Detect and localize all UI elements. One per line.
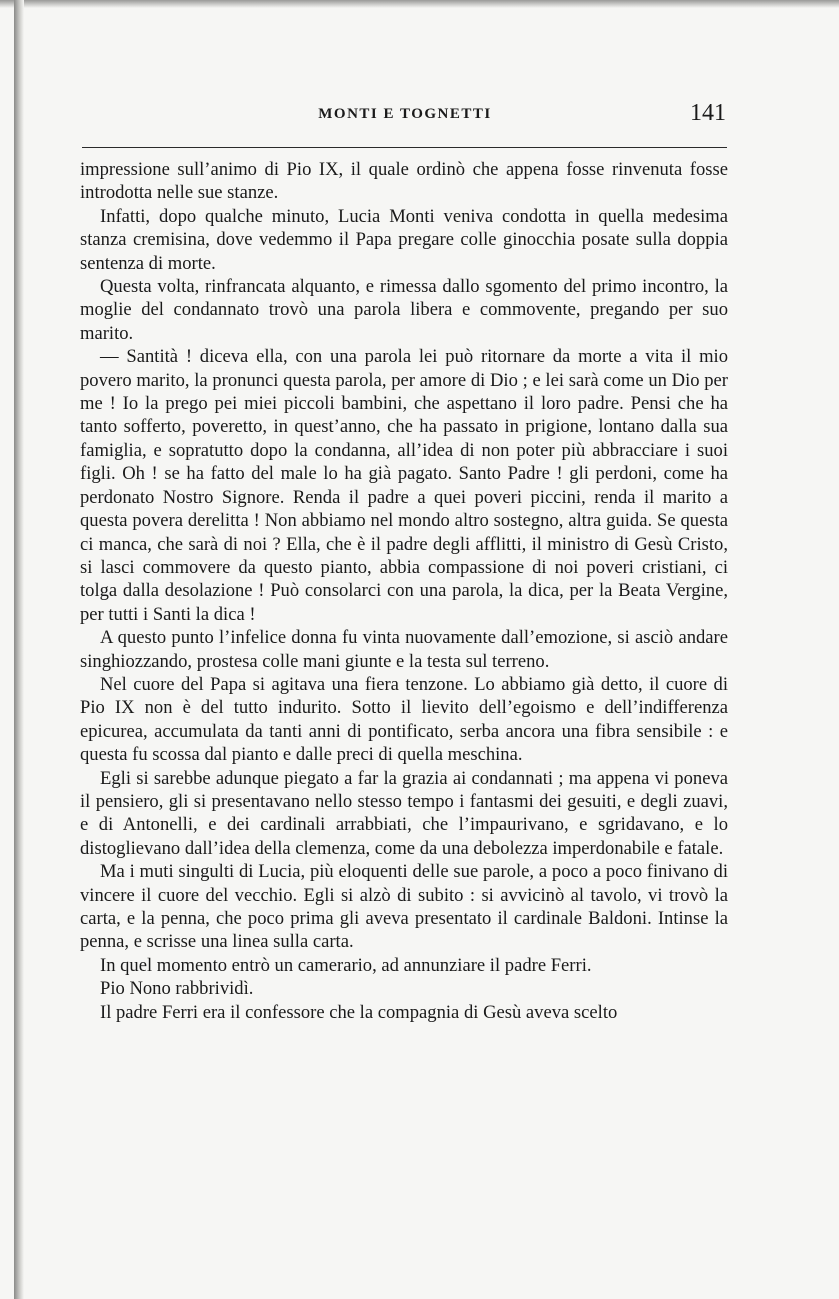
paragraph: Il padre Ferri era il confessore che la compagnia di Gesù aveva scelto xyxy=(100,1001,618,1023)
page-header xyxy=(80,100,730,134)
paragraph: Infatti, dopo qualche minuto, Lucia Monti veniva condotta in quella medesima stanza cremisina, dove vedemmo il Papa pregare colle ginocchia posate sulla doppia sentenza di morte. xyxy=(80,205,728,274)
paragraph: impressione sull’animo di Pio IX, il quale ordinò che appena fosse rinvenuta fosse introdotta nelle sue stanze. xyxy=(80,159,728,204)
top-shadow xyxy=(0,0,839,8)
body-text xyxy=(80,158,728,1024)
paragraph: A questo punto l’infelice donna fu vinta nuovamente dall’emozione, si asciò andare singhiozzando, prostesa colle mani giunte e la testa sul terreno. xyxy=(80,627,728,672)
paragraph: Ma i muti singulti di Lucia, più eloquenti delle sue parole, a poco a poco finivano di vincere il cuore del vecchio. Egli si alzò di subito : si avvicinò al tavolo, vi trovò la carta, e la penna, che poco prima gli aveva presentato il cardinale Baldoni. Intinse la penna, e scrisse una linea sulla carta. xyxy=(80,861,728,953)
running-title: MONTI E TOGNETTI xyxy=(318,106,492,122)
page-number: 141 xyxy=(690,100,726,126)
paragraph: Egli si sarebbe adunque piegato a far la grazia ai condannati ; ma appena vi poneva il pensiero, gli si presentavano nello stesso tempo i fantasmi dei gesuiti, e degli zuavi, e di Antonelli, e dei cardinali arrabbiati, che l’impaurivano, e sgridavano, e lo distoglievano dall’idea della clemenza, come da una debolezza imperdonabile e fatale. xyxy=(80,767,728,859)
paragraph: Pio Nono rabbrividì. xyxy=(100,978,254,1000)
paragraph: Nel cuore del Papa si agitava una fiera tenzone. Lo abbiamo già detto, il cuore di Pio IX non è del tutto indurito. Sotto il lievito dell’egoismo e dell’indifferenza epicurea, accumulata da tanti anni di pontificato, serba ancora una fibra sensibile : e questa fu scossa dal pianto e dalle preci di quella meschina. xyxy=(80,673,728,766)
paragraph: Questa volta, rinfrancata alquanto, e rimessa dallo sgomento del primo incontro, la moglie del condannato trovò una parola libera e commovente, pregando per suo marito. xyxy=(80,276,728,344)
paragraph: — Santità ! diceva ella, con una parola lei può ritornare da morte a vita il mio povero marito, la pronunci questa parola, per amore di Dio ; e lei sarà come un Dio per me ! Io la prego pei miei piccoli bambini, che aspettano il loro padre. Pensi che ha tanto sofferto, poveretto, in quest’anno, che ha passato in prigione, lontano dalla sua famiglia, e sopratutto dopo la condanna, all’idea di non poter più abbracciare i suoi figli. Oh ! se ha fatto del male lo ha già pagato. Santo Padre ! gli perdoni, come ha perdonato Nostro Signore. Renda il padre a quei poveri piccini, renda il marito a questa povera derelitta ! Non abbiamo nel mondo altro sostegno, altra guida. Se questa ci manca, che sarà di noi ? Ella, che è il padre degli afflitti, il ministro di Gesù Cristo, si lasci commovere da questo pianto, abbia compassione di noi poveri cristiani, ci tolga dalla desolazione ! Può consolarci con una parola, la dica, per la Beata Vergine, per tutti i Santi la dica ! xyxy=(80,346,728,625)
header-rule xyxy=(82,147,727,148)
paragraph: In quel momento entrò un camerario, ad annunziare il padre Ferri. xyxy=(100,954,592,976)
page-binding-edge xyxy=(14,0,24,1299)
